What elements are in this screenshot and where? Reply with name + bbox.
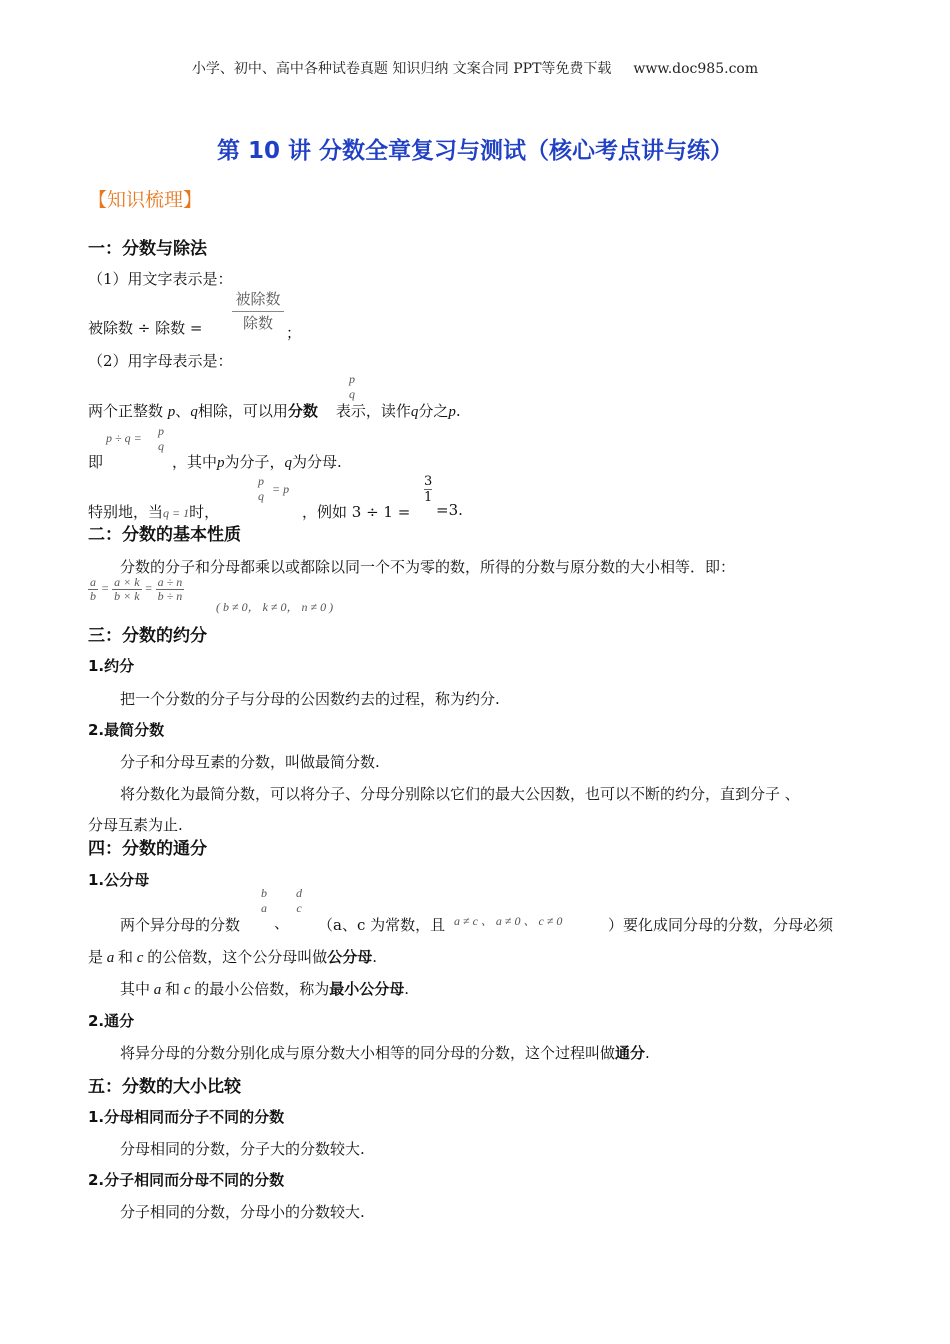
header-url[interactable]: www.doc985.com [633,61,759,77]
subheading-common-denom: 1.公分母 [88,871,150,889]
fraction-p: p [349,372,355,386]
text: 的最小公倍数，称为 [194,980,330,998]
separator: 、 [274,914,290,932]
pq-division: p ÷ q = [106,431,142,445]
frac-ak-bk: $\frac{a \times k}{b \times k}$ [114,575,140,603]
simplest-text: 分子和分母互素的分数，叫做最简分数. [120,753,380,771]
text: 、 [175,402,191,420]
text: ，其中 [172,453,218,471]
var-q: q [190,404,198,420]
fraction-words [232,288,284,333]
section-label: 【知识梳理】 [88,189,203,211]
var-q: q [410,404,419,420]
text: 和 [118,948,134,966]
heading-common-denominator: 四：分数的通分 [88,839,207,859]
heading-basic-property: 二：分数的基本性质 [88,525,241,545]
page-title: 第 10 讲 分数全章复习与测试（核心考点讲与练） [216,138,734,164]
text: 和 [165,980,181,998]
tongfen-line [120,1042,650,1063]
bold-term: 通分 [615,1044,646,1062]
fraction-p-q [349,372,355,402]
fraction-p: p [158,424,164,438]
ji-line [172,451,342,472]
same-numerator-text: 分子相同的分数，分母小的分数较大. [120,1203,365,1221]
property-conditions: ( b ≠ 0， k ≠ 0， n ≠ 0 ) [216,600,334,614]
text: 特别地，当 [88,503,164,521]
subheading-reduce: 1.约分 [88,657,135,675]
fraction-p: p [258,474,264,488]
words-lhs: 被除数 ÷ 除数 = [88,319,203,337]
text: 表示，读作 [335,402,411,420]
fraction-denominator: 1 [424,490,433,505]
subheading-simplest: 2.最简分数 [88,721,165,739]
reduce-text: 把一个分数的分子与分母的公因数约去的过程，称为约分. [120,690,500,708]
text: . [372,948,378,966]
simplest-method-cont: 分母互素为止. [88,816,183,834]
ji-word: 即 [88,453,104,471]
fraction-p-q-2 [158,424,164,454]
fraction-numerator: 3 [424,474,433,489]
fraction-q: q [158,439,164,453]
bold-term: 公分母 [327,948,373,966]
common-denom-text-a: 两个异分母的分数 [120,916,241,934]
text: 的公倍数，这个公分母叫做 [147,948,328,966]
heading-comparison: 五：分数的大小比较 [88,1077,241,1097]
fraction-3-1 [424,474,432,505]
bold-term: 最小公分母 [329,980,405,998]
text: 其中 [120,980,151,998]
text: 两个正整数 [88,402,164,420]
sub-letters: （2）用字母表示是： [88,352,233,370]
subheading-same-denominator: 1.分母相同而分子不同的分数 [88,1108,285,1126]
subheading-same-numerator: 2.分子相同而分母不同的分数 [88,1171,285,1189]
special-example: ，例如 3 ÷ 1 = [302,503,411,521]
simplest-method: 将分数化为最简分数，可以将分子、分母分别除以它们的最大公因数，也可以不断的约分，直到分子 、 [120,785,800,803]
same-denominator-text: 分母相同的分数，分子大的分数较大. [120,1140,365,1158]
bold-term: 分数 [287,402,318,420]
text: . [404,980,410,998]
subheading-tongfen: 2.通分 [88,1012,135,1030]
special-line [88,501,219,522]
common-denom-text-d: ）要化成同分母的分数，分母必须 [608,916,834,934]
header-text: 小学、初中、高中各种试卷真题 知识归纳 文案合同 PPT等免费下载 [191,61,612,77]
lcd-line: 其中 a 和 c 的最小公倍数，称为最小公分母. [120,980,410,998]
special-result: =3. [436,501,463,519]
var-p: p [167,404,176,420]
common-multiple-line: 是 a 和 c 的公倍数，这个公分母叫做公分母. [88,948,378,966]
property-text: 分数的分子和分母都乘以或都除以同一个不为零的数，所得的分数与原分数的大小相等．即： [120,558,736,576]
sub-words: （1）用文字表示是： [88,270,233,288]
text: . [645,1044,650,1062]
condition-q: q = 1 [163,506,190,520]
common-denom-conditions: a ≠ c 、 a ≠ 0 、 c ≠ 0 [454,914,563,928]
text: 为分子， [224,453,285,471]
frac-an-bn: $\frac{a \div n}{b \div n}$ [157,575,183,603]
var-p: p [217,455,225,471]
fraction-p-q-3 [258,474,264,504]
letters-line [88,400,461,421]
text: . [455,402,461,420]
fraction-numerator: 被除数 [235,290,281,308]
text: 分之 [418,402,449,420]
fraction-denominator: 除数 [232,311,284,333]
var-q: q [284,455,293,471]
words-equation [88,317,202,338]
frac-a-b: $\frac{a}{b}$ [90,575,96,603]
fraction-b-a: b a [261,886,267,915]
property-formula: $\frac{a}{b}$ = $\frac{a \times k}{b \times k}$ = $\frac{a \div n}{b \div n}$ [90,575,183,603]
special-eq: = p [272,482,290,496]
fraction-q: q [349,387,355,401]
fraction-q: q [258,489,264,503]
heading-division: 一：分数与除法 [88,239,207,259]
site-header [0,58,950,78]
var-p: p [448,404,456,420]
text: 相除，可以用 [197,402,288,420]
fraction-d-c: d c [296,886,302,915]
text: 将异分母的分数分别化成与原分数大小相等的同分母的分数，这个过程叫做 [120,1044,616,1062]
common-denom-text-b: （a、c 为常数，且 [318,916,446,934]
text: 是 [88,948,104,966]
text: 时， [189,503,220,521]
heading-reduction: 三：分数的约分 [88,626,207,646]
semicolon: ； [286,324,302,342]
text: 为分母. [292,453,342,471]
